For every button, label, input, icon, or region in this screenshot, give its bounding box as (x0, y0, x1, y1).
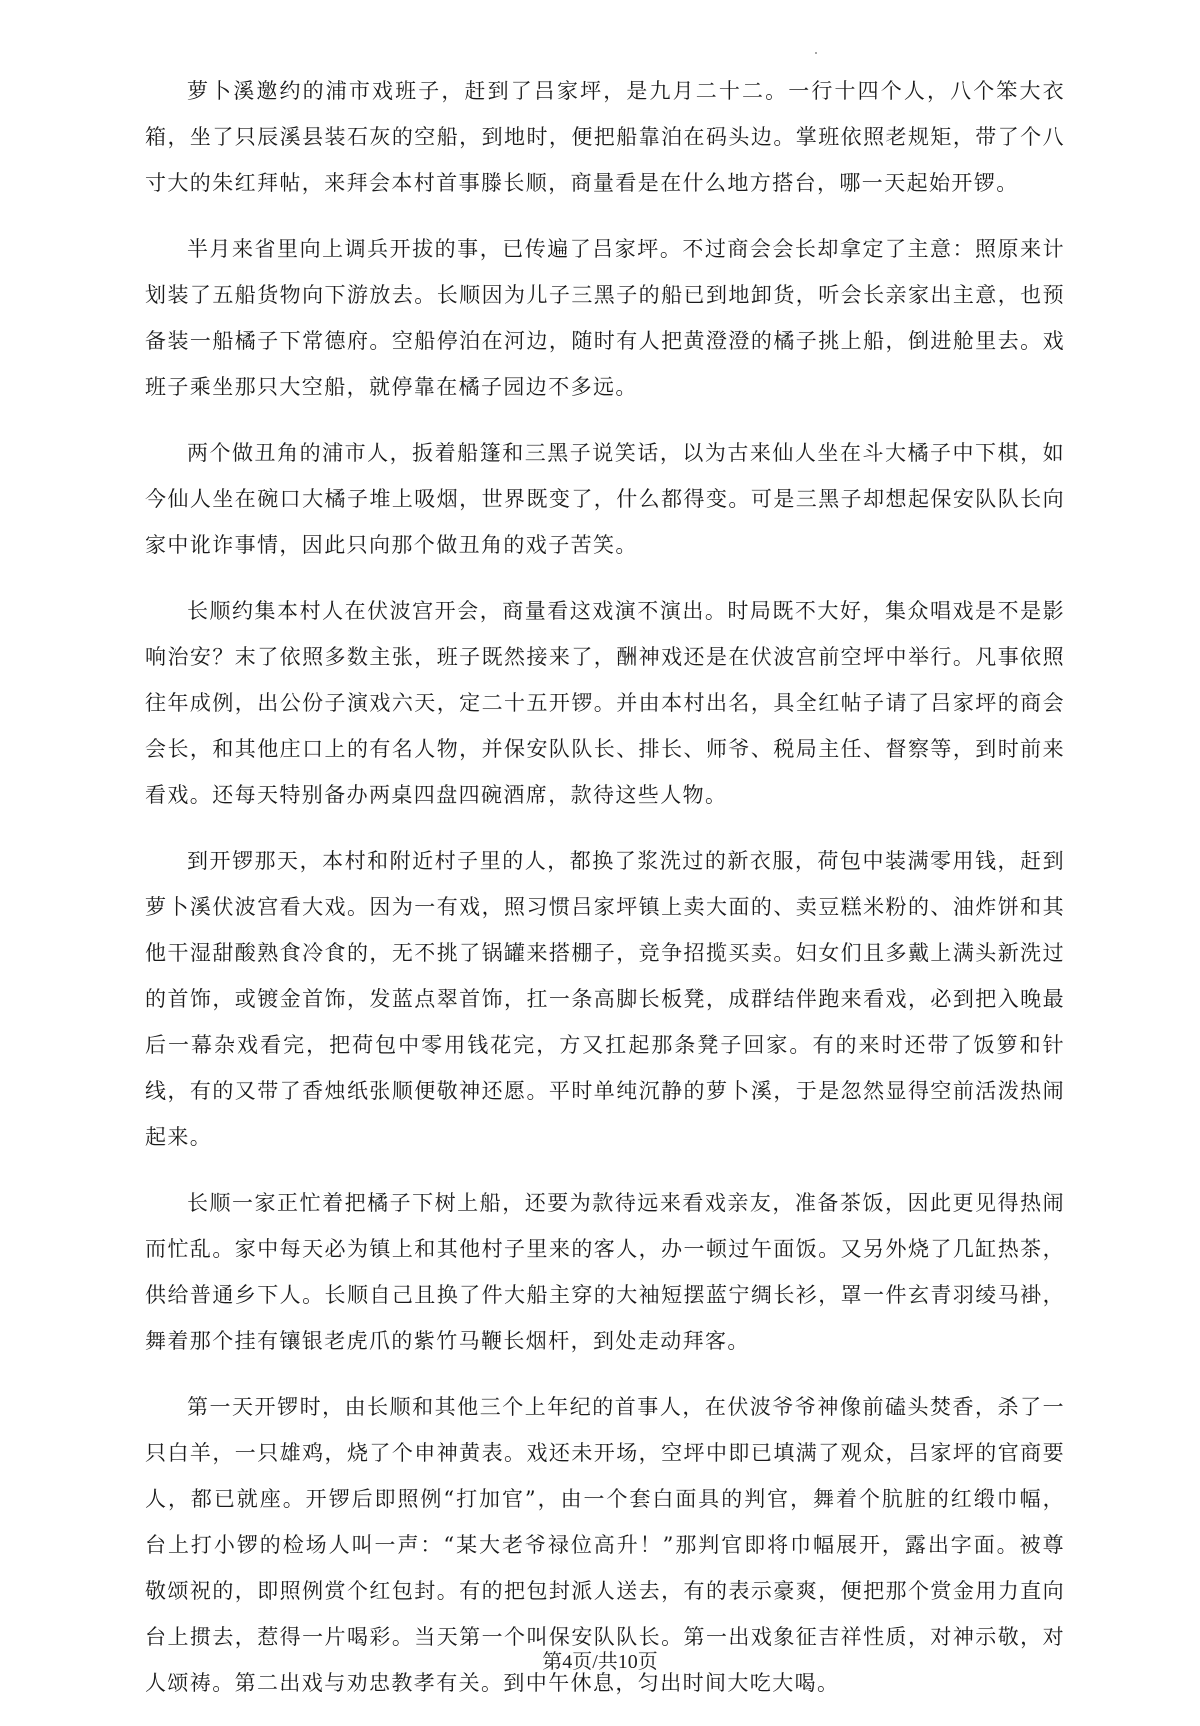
paragraph: 萝卜溪邀约的浦市戏班子，赶到了吕家坪，是九月二十二。一行十四个人，八个笨大衣箱，坐了只辰溪县装石灰的空船，到地时，便把船靠泊在码头边。掌班依照老规矩，带了个八寸大的朱红拜帖，来拜会本村首事滕长顺，商量看是在什么地方搭台，哪一天起始开锣。 (145, 79, 1065, 195)
paragraph: 两个做丑角的浦市人，扳着船篷和三黑子说笑话，以为古来仙人坐在斗大橘子中下棋，如今仙人坐在碗口大橘子堆上吸烟，世界既变了，什么都得变。可是三黑子却想起保安队队长向家中讹诈事情，因此只向那个做丑角的戏子苦笑。 (145, 441, 1065, 557)
paragraph: 第一天开锣时，由长顺和其他三个上年纪的首事人，在伏波爷爷神像前磕头焚香，杀了一只白羊，一只雄鸡，烧了个申神黄表。戏还未开场，空坪中即已填满了观众，吕家坪的官商要人，都已就座。开锣后即照例“打加官”，由一个套白面具的判官，舞着个肮脏的红缎巾幅，台上打小锣的检场人叫一声：“某大老爷禄位高升！”那判官即将巾幅展开，露出字面。被尊敬颂祝的，即照例赏个红包封。有的把包封派人送去，有的表示豪爽，便把那个赏金用力直向台上掼去，惹得一片喝彩。当天第一个叫保安队队长。第一出戏象征吉祥性质，对神示敬，对人颂祷。第二出戏与劝忠教孝有关。到中午休息，匀出时间大吃大喝。 (145, 1395, 1065, 1695)
paragraph: 半月来省里向上调兵开拔的事，已传遍了吕家坪。不过商会会长却拿定了主意：照原来计划装了五船货物向下游放去。长顺因为儿子三黑子的船已到地卸货，听会长亲家出主意，也预备装一船橘子下常德府。空船停泊在河边，随时有人把黄澄澄的橘子挑上船，倒进舱里去。戏班子乘坐那只大空船，就停靠在橘子园边不多远。 (145, 237, 1065, 399)
paragraph: 长顺约集本村人在伏波宫开会，商量看这戏演不演出。时局既不大好，集众唱戏是不是影响治安？末了依照多数主张，班子既然接来了，酬神戏还是在伏波宫前空坪中举行。凡事依照往年成例，出公份子演戏六天，定二十五开锣。并由本村出名，具全红帖子请了吕家坪的商会会长，和其他庄口上的有名人物，并保安队队长、排长、师爷、税局主任、督察等，到时前来看戏。还每天特别备办两桌四盘四碗酒席，款待这些人物。 (145, 599, 1065, 807)
scan-speck (815, 52, 817, 54)
paragraph: 长顺一家正忙着把橘子下树上船，还要为款待远来看戏亲友，准备茶饭，因此更见得热闹而忙乱。家中每天必为镇上和其他村子里来的客人，办一顿过午面饭。又另外烧了几缸热茶，供给普通乡下人。长顺自己且换了件大船主穿的大袖短摆蓝宁绸长衫，罩一件玄青羽绫马褂，舞着那个挂有镶银老虎爪的紫竹马鞭长烟杆，到处走动拜客。 (145, 1191, 1065, 1353)
page-number: 第4页/共10页 (542, 1651, 658, 1673)
paragraph: 到开锣那天，本村和附近村子里的人，都换了浆洗过的新衣服，荷包中装满零用钱，赶到萝卜溪伏波宫看大戏。因为一有戏，照习惯吕家坪镇上卖大面的、卖豆糕米粉的、油炸饼和其他干湿甜酸熟食冷食的，无不挑了锅罐来搭棚子，竞争招揽买卖。妇女们且多戴上满头新洗过的首饰，或镀金首饰，发蓝点翠首饰，扛一条高脚长板凳，成群结伴跑来看戏，必到把入晚最后一幕杂戏看完，把荷包中零用钱花完，方又扛起那条凳子回家。有的来时还带了饭箩和针线，有的又带了香烛纸张顺便敬神还愿。平时单纯沉静的萝卜溪，于是忽然显得空前活泼热闹起来。 (145, 849, 1065, 1149)
article-body (145, 68, 1065, 1726)
